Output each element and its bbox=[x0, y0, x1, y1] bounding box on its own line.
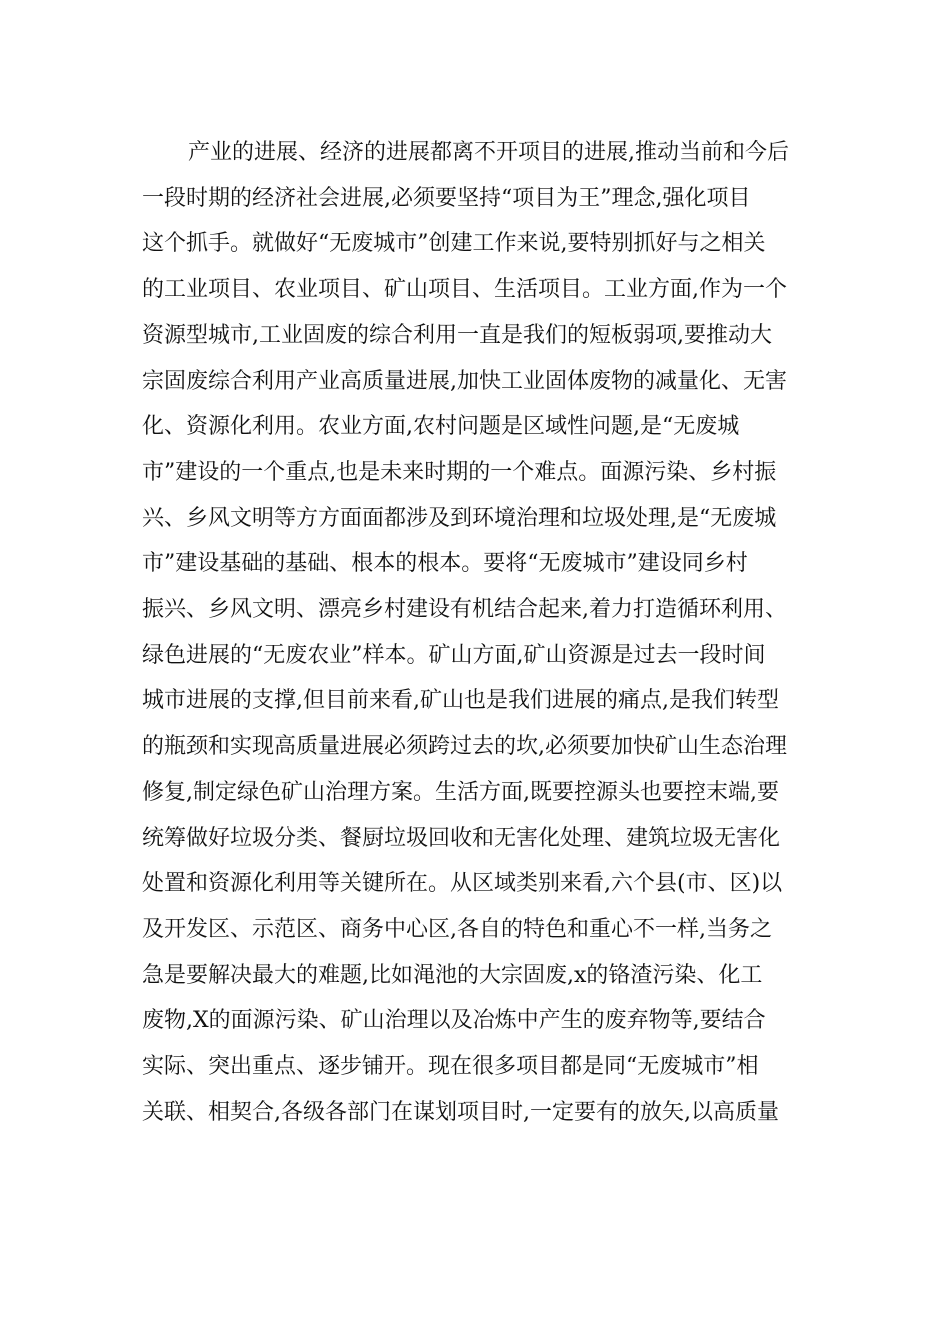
paragraph-line: 废物,X的面源污染、矿山治理以及冶炼中产生的废弃物等,要结合 bbox=[142, 1008, 766, 1034]
paragraph-line: 实际、突出重点、逐步铺开。现在很多项目都是同“无废城市”相 bbox=[142, 1054, 759, 1080]
paragraph-line: 兴、乡风文明等方方面面都涉及到环境治理和垃圾处理,是“无废城 bbox=[142, 505, 777, 531]
paragraph-line: 资源型城市,工业固废的综合利用一直是我们的短板弱项,要推动大 bbox=[142, 322, 772, 348]
paragraph-line: 修复,制定绿色矿山治理方案。生活方面,既要控源头也要控末端,要 bbox=[142, 779, 779, 805]
paragraph-line: 城市进展的支撑,但目前来看,矿山也是我们进展的痛点,是我们转型 bbox=[142, 688, 779, 714]
paragraph-line: 急是要解决最大的难题,比如渑池的大宗固废,x的铬渣污染、化工 bbox=[142, 962, 763, 988]
paragraph-line: 这个抓手。就做好“无废城市”创建工作来说,要特别抓好与之相关 bbox=[142, 231, 766, 257]
paragraph-line: 的工业项目、农业项目、矿山项目、生活项目。工业方面,作为一个 bbox=[142, 277, 787, 303]
body-paragraph bbox=[142, 130, 810, 1135]
paragraph-line: 一段时期的经济社会进展,必须要坚持“项目为王”理念,强化项目 bbox=[142, 185, 751, 211]
paragraph-line: 市”建设的一个重点,也是未来时期的一个难点。面源污染、乡村振 bbox=[142, 459, 777, 485]
paragraph-line: 处置和资源化利用等关键所在。从区域类别来看,六个县(市、区)以 bbox=[142, 871, 783, 897]
paragraph-line: 产业的进展、经济的进展都离不开项目的进展,推动当前和今后 bbox=[188, 140, 789, 165]
paragraph-line: 宗固废综合利用产业高质量进展,加快工业固体废物的减量化、无害 bbox=[142, 368, 787, 394]
paragraph-line: 统筹做好垃圾分类、餐厨垃圾回收和无害化处理、建筑垃圾无害化 bbox=[142, 825, 781, 851]
paragraph-line: 市”建设基础的基础、根本的根本。要将“无废城市”建设同乡村 bbox=[142, 551, 748, 577]
paragraph-line: 振兴、乡风文明、漂亮乡村建设有机结合起来,着力打造循环利用、 bbox=[142, 597, 787, 623]
paragraph-line: 关联、相契合,各级各部门在谋划项目时,一定要有的放矢,以高质量 bbox=[142, 1099, 779, 1125]
paragraph-line: 绿色进展的“无废农业”样本。矿山方面,矿山资源是过去一段时间 bbox=[142, 642, 766, 668]
paragraph-line: 的瓶颈和实现高质量进展必须跨过去的坎,必须要加快矿山生态治理 bbox=[142, 734, 787, 760]
paragraph-line: 及开发区、示范区、商务中心区,各自的特色和重心不一样,当务之 bbox=[142, 916, 772, 942]
paragraph-line: 化、资源化利用。农业方面,农村问题是区域性问题,是“无废城 bbox=[142, 414, 740, 440]
